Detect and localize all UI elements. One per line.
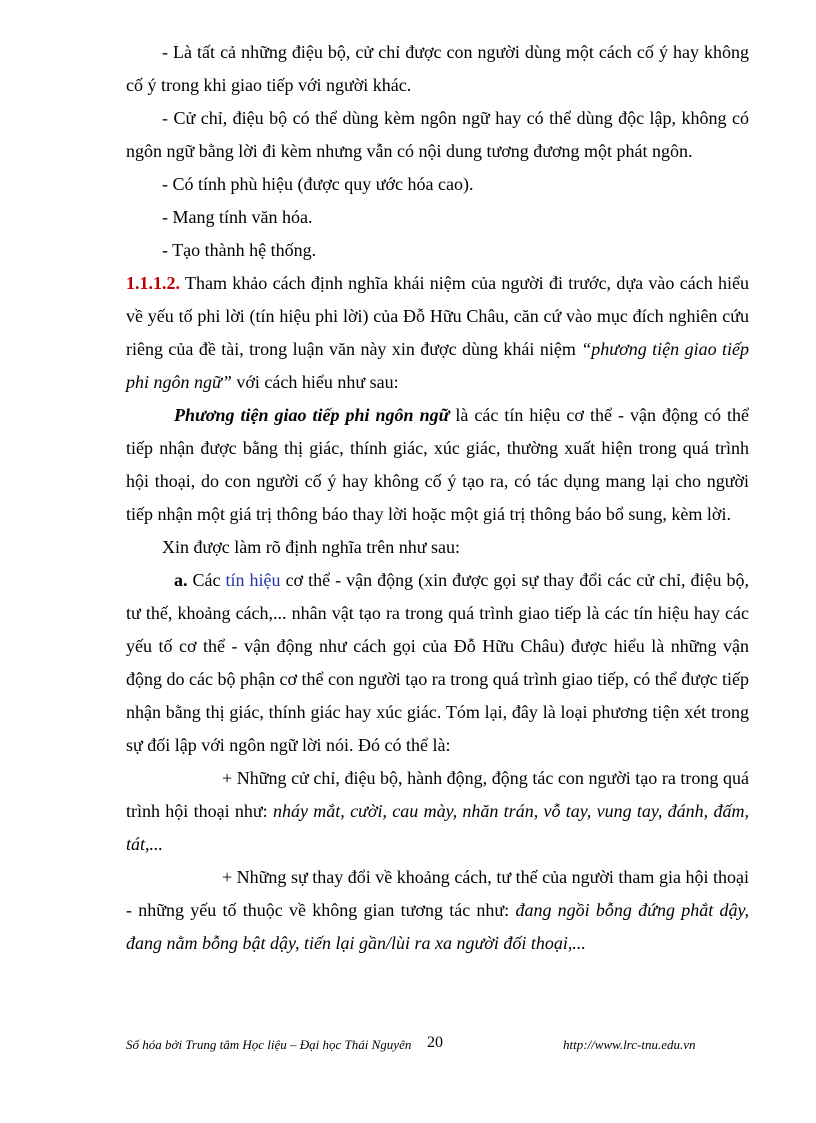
bullet-gestures-text: + Những cử chỉ, điệu bộ, hành động, động tác con người tạo ra trong quá trình hội thoại như: — [126, 768, 749, 821]
definition-paragraph — [126, 399, 749, 531]
section-text: Tham khảo cách định nghĩa khái niệm của người đi trước, dựa vào cách hiểu về yếu tố phi lời (tín hiệu phi lời) của Đỗ Hữu Châu, căn cứ vào mục đích nghiên cứu riêng của đề tài, trong luận văn này xin được dùng khái niệm — [126, 273, 749, 359]
footer-organization: Số hóa bởi Trung tâm Học liệu – Đại học Thái Nguyên — [126, 1037, 412, 1052]
footer-url[interactable]: http://www.lrc-tnu.edu.vn — [563, 1037, 696, 1052]
bullet-gestures-examples: nháy mắt, cười, cau mày, nhăn trán, vỗ tay, vung tay, đánh, đấm, tát,... — [126, 801, 749, 854]
item-a-label: a. — [174, 570, 188, 590]
bullet-distance-examples: đang ngồi bỗng đứng phắt dậy, đang nằm bỗng bật dậy, tiến lại gần/lùi ra xa người đối thoại,... — [126, 900, 749, 953]
bullet-distance-text: + Những sự thay đổi về khoảng cách, tư thế của người tham gia hội thoại - những yếu tố thuộc về không gian tương tác như: — [126, 867, 749, 920]
paragraph-section-1-1-1-2 — [126, 267, 749, 399]
paragraph-5: - Tạo thành hệ thống. — [162, 240, 317, 260]
section-text-end: với cách hiểu như sau: — [231, 372, 399, 392]
quoted-term: “phương tiện giao tiếp phi ngôn ngữ” — [126, 339, 749, 392]
paragraph-1: - Là tất cả những điệu bộ, cử chỉ được con người dùng một cách cố ý hay không cố ý trong khi giao tiếp với người khác. — [126, 42, 749, 95]
bullet-gestures — [126, 762, 749, 861]
definition-term: Phương tiện giao tiếp phi ngôn ngữ — [174, 405, 450, 425]
document-page — [126, 36, 749, 960]
page-footer — [126, 1034, 749, 1054]
bullet-distance — [126, 861, 749, 960]
paragraph-4: - Mang tính văn hóa. — [162, 207, 313, 227]
section-number: 1.1.1.2. — [126, 273, 180, 293]
paragraph-2: - Cử chỉ, điệu bộ có thể dùng kèm ngôn ngữ hay có thể dùng độc lập, không có ngôn ngữ bằng lời đi kèm nhưng vẫn có nội dung tương đương một phát ngôn. — [126, 108, 749, 161]
definition-text: là các tín hiệu cơ thể - vận động có thể tiếp nhận được bằng thị giác, thính giác, xúc giác, thường xuất hiện trong quá trình hội thoại, do con người cố ý hay không cố ý tạo ra, có tác dụng mang lại cho người tiếp nhận một giá trị thông báo thay lời hoặc một giá trị thông báo bổ sung, kèm lời. — [126, 405, 749, 524]
item-a-paragraph — [126, 564, 749, 762]
paragraph-clarify: Xin được làm rõ định nghĩa trên như sau: — [162, 537, 460, 557]
paragraph-3: - Có tính phù hiệu (được quy ước hóa cao). — [162, 174, 474, 194]
tin-hieu-link[interactable]: tín hiệu — [225, 570, 281, 590]
page-number: 20 — [427, 1034, 443, 1051]
item-a-pre: Các — [187, 570, 226, 590]
item-a-text: cơ thể - vận động (xin được gọi sự thay đổi các cử chỉ, điệu bộ, tư thế, khoảng cách,... nhân vật tạo ra trong quá trình giao tiếp là các tín hiệu hay các yếu tố cơ thể - vận động như cách gọi của Đỗ Hữu Châu) được hiểu là những vận động do các bộ phận cơ thể con người tạo ra trong quá trình giao tiếp, có thể được tiếp nhận bằng thị giác, thính giác hay xúc giác. Tóm lại, đây là loại phương tiện xét trong sự đối lập với ngôn ngữ lời nói. Đó có thể là: — [126, 570, 750, 755]
